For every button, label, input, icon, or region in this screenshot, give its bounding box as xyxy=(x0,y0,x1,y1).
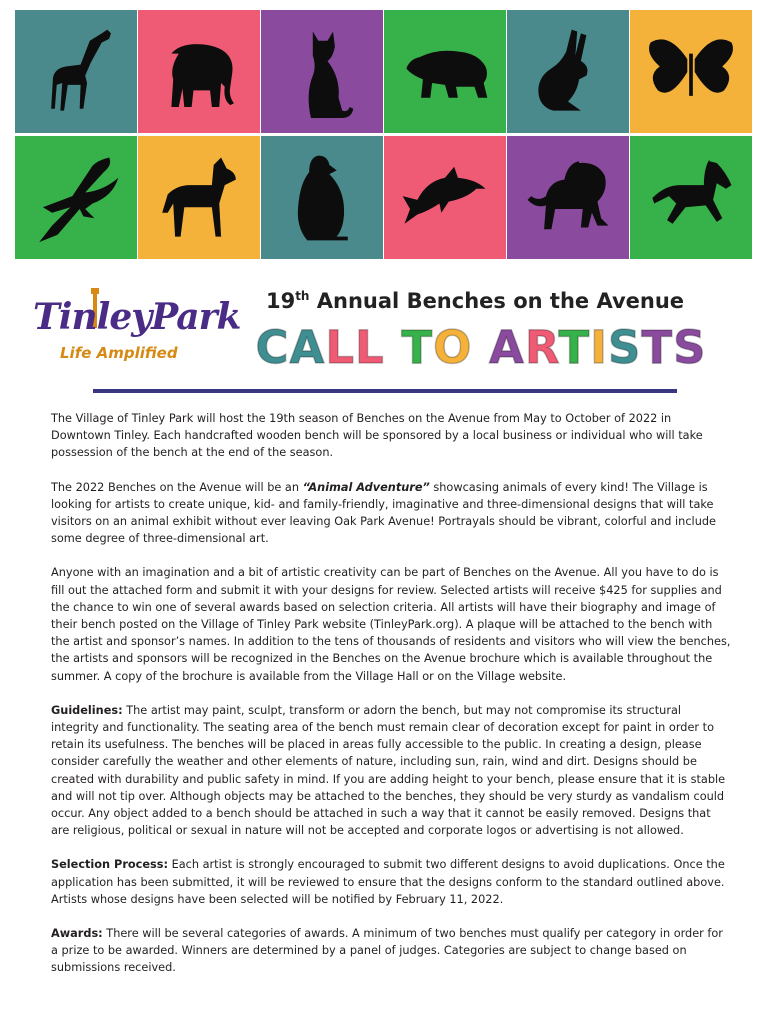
dolphin-icon xyxy=(399,152,491,244)
guidelines-paragraph: Guidelines: The artist may paint, sculpt, transform or adorn the bench, but may not compromise its structural integrity and functionality. The seating area of the bench must remain clear of decoration except for paint in order to retain its usefulness. The benches will be placed in areas fully accessible to the public. In creating a design, please consider carefully the weather and other elements of nature, including sun, rain, wind and dirt. Designs should be created with durability and public safety in mind. If you are adding height to your bench, please ensure that it is stable and will not tip over. Although objects may be attached to the benches, they should be very sturdy as vandalism could occur. Any object added to a bench should be attached in such a way that it cannot be easily removed. Designs that are religious, political or sexual in nature will not be accepted and corporate logos or advertising is not allowed. xyxy=(51,703,726,838)
lion-icon xyxy=(522,152,614,244)
tile-cat xyxy=(261,10,383,133)
butterfly-icon xyxy=(645,26,737,118)
cat-icon xyxy=(276,26,368,118)
cta-letter: I xyxy=(590,321,608,374)
page-title xyxy=(240,289,710,313)
animal-tile-grid xyxy=(15,10,755,261)
title-rest: Annual Benches on the Avenue xyxy=(309,289,685,313)
cta-letter: A xyxy=(489,321,525,374)
elephant-icon xyxy=(153,26,245,118)
giraffe-icon xyxy=(30,26,122,118)
cta-letter: S xyxy=(673,321,707,374)
theme-paragraph: The 2022 Benches on the Avenue will be an “Animal Adventure” showcasing animals of every kind! The Village is looking for artists to create unique, kid- and family-friendly, imaginative and three-dimensional designs that will take visitors on an animal exhibit without ever leaving Oak Park Avenue! Portrayals should be vibrant, colorful and include some degree of three-dimensional art. xyxy=(51,480,716,546)
tile-dolphin xyxy=(384,136,506,259)
tile-giraffe xyxy=(15,10,137,133)
bear-icon xyxy=(399,26,491,118)
eagle-icon xyxy=(30,152,122,244)
call-to-artists-heading xyxy=(226,320,736,376)
cta-letter xyxy=(385,321,402,374)
theme-name: “Animal Adventure” xyxy=(302,480,430,494)
tile-rabbit xyxy=(507,10,629,133)
logo-tagline: Life Amplified xyxy=(60,344,178,362)
heading-divider xyxy=(93,389,677,393)
cta-letter: L xyxy=(355,321,385,374)
cta-letter xyxy=(472,321,489,374)
logo-wordmark: TinleyPark xyxy=(33,296,241,338)
participation-paragraph: Anyone with an imagination and a bit of artistic creativity can be part of Benches on the Avenue. All you have to do is fill out the attached form and submit it with your designs for review. Selected artists will receive $425 for supplies and the chance to win one of several awards based on selection criteria. All artists will have their biography and image of their bench posted on the Village of Tinley Park website (TinleyPark.org). A plaque will be attached to the bench with the artist and sponsor’s names. In addition to the tens of thousands of residents and visitors who will view the benches, the artists and sponsors will be recognized in the Benches on the Avenue brochure which is available throughout the summer. A copy of the brochure is available from the Village Hall or on the Village website. xyxy=(51,566,731,683)
title-suffix: th xyxy=(295,289,310,303)
awards-paragraph: Awards: There will be several categories of awards. A minimum of two benches must qualify per category in order for a prize to be awarded. Winners are determined by a panel of judges. Categories are subject to change based on submissions received. xyxy=(51,927,723,975)
cta-letter: L xyxy=(325,321,356,374)
horse-icon xyxy=(645,152,737,244)
cta-letter: R xyxy=(524,321,559,374)
tile-eagle xyxy=(15,136,137,259)
cta-letter: T xyxy=(558,321,591,374)
tile-horse xyxy=(630,136,752,259)
title-number: 19 xyxy=(265,289,296,313)
penguin-icon xyxy=(276,152,368,244)
selection-label: Selection Process: xyxy=(51,858,168,872)
document-body xyxy=(51,410,731,994)
tile-penguin xyxy=(261,136,383,259)
cta-letter: T xyxy=(641,321,674,374)
tile-elephant xyxy=(138,10,260,133)
cta-letter: S xyxy=(607,321,642,374)
rabbit-icon xyxy=(522,26,614,118)
cta-letter: T xyxy=(401,321,434,374)
cta-letter: O xyxy=(433,321,473,374)
selection-paragraph: Selection Process: Each artist is strongly encouraged to submit two different designs to avoid duplications. Once the application has been submitted, it will be reviewed to ensure that the designs conform to the standard outlined above. Artists whose designs have been selected will be notified by February 11, 2022. xyxy=(51,858,725,906)
dog-icon xyxy=(153,152,245,244)
awards-label: Awards: xyxy=(51,927,103,941)
tinley-park-logo xyxy=(33,288,241,374)
cta-letter: A xyxy=(289,321,326,374)
cta-letter: C xyxy=(255,321,290,374)
tile-dog xyxy=(138,136,260,259)
guidelines-label: Guidelines: xyxy=(51,703,123,717)
intro-paragraph: The Village of Tinley Park will host the 19th season of Benches on the Avenue from May to October of 2022 in Downtown Tinley. Each handcrafted wooden bench will be sponsored by a local business or individual who will take possession of the bench at the end of the season. xyxy=(51,412,703,460)
tile-lion xyxy=(507,136,629,259)
tile-butterfly xyxy=(630,10,752,133)
tile-bear xyxy=(384,10,506,133)
